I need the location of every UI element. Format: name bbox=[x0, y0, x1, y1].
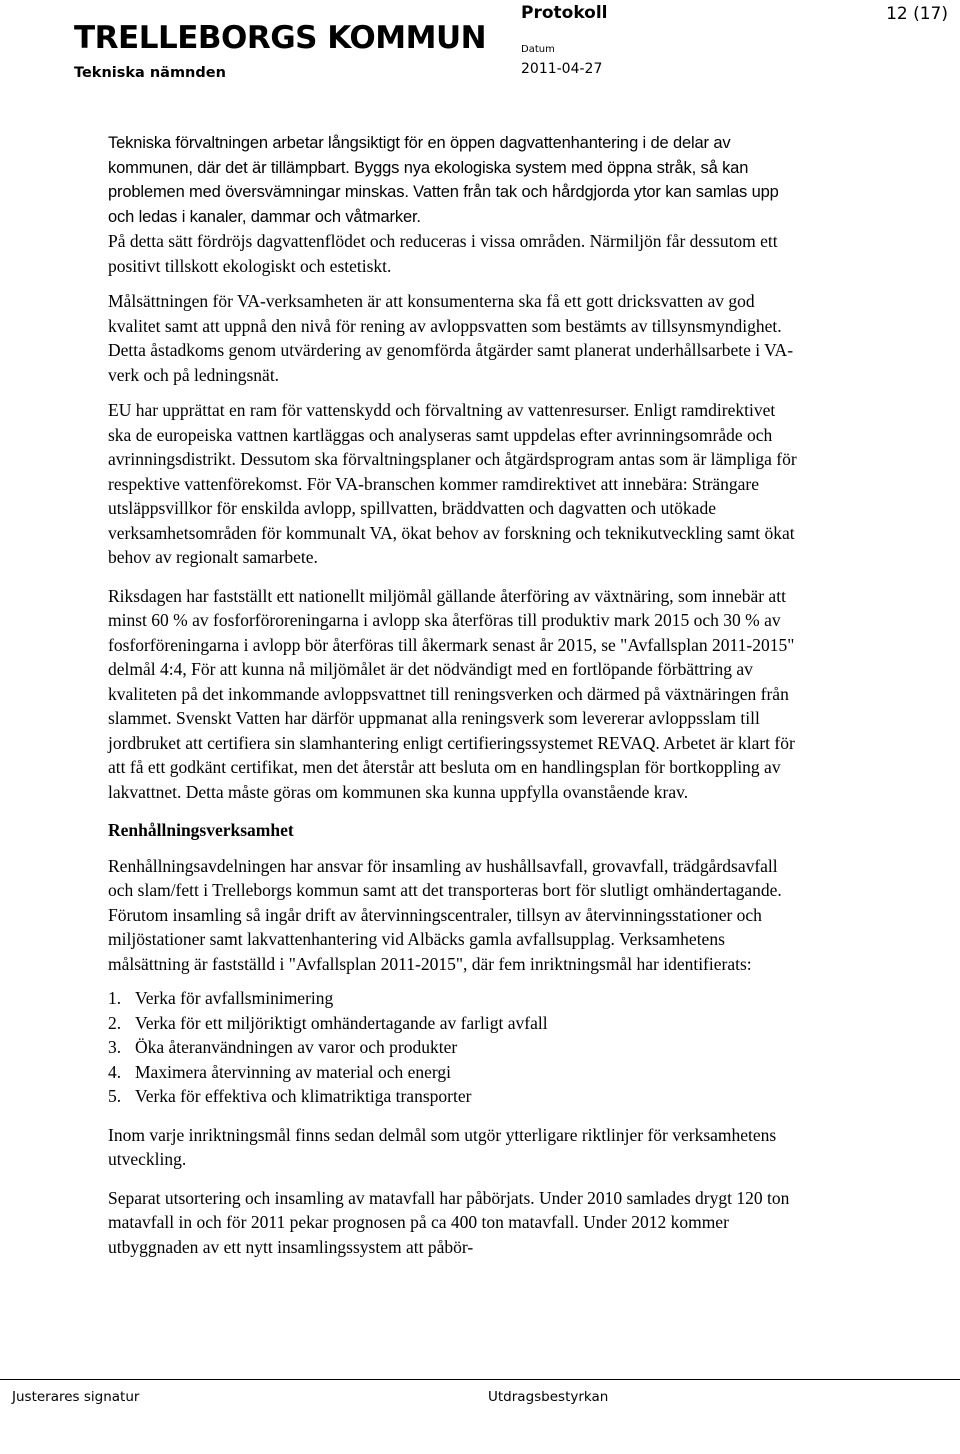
list-item-text: Verka för effektiva och klimatriktiga transporter bbox=[135, 1086, 472, 1106]
paragraph-eu-directive: EU har upprättat en ram för vattenskydd och förvaltning av vattenresurser. Enligt ramdirektivet ska de europeiska vattnen kartläggas och analyseras samt uppdelas efter avrinningsområde och avrinningsdistrikt. Dessutom ska förvaltningsplaner och åtgärdsprogram antas som är lämpliga för respektive vattenförekomst. För VA-branschen kommer ramdirektivet att innebära: Strängare utsläppsvillkor för enskilda avlopp, spillvatten, bräddvatten och dagvatten och utökade verksamhetsområden för kommunalt VA, ökat behov av forskning och teknikutveckling samt ökat behov av regionalt samarbete. bbox=[108, 400, 797, 567]
list-item-text: Verka för avfallsminimering bbox=[135, 988, 334, 1008]
signature-label: Justerares signatur bbox=[12, 1389, 140, 1405]
footer-divider bbox=[0, 1379, 960, 1380]
list-item-number: 4. bbox=[108, 1061, 122, 1082]
list-item-number: 5. bbox=[108, 1086, 122, 1106]
page-number: 12 (17) bbox=[886, 4, 948, 24]
organization-name: TRELLEBORGS KOMMUN bbox=[74, 20, 487, 56]
list-item-text: Maximera återvinning av material och energi bbox=[135, 1061, 452, 1082]
list-item bbox=[108, 1011, 802, 1036]
paragraph-va-goals: Målsättningen för VA-verksamheten är att konsumenterna ska få ett gott dricksvatten av god kvalitet samt att uppnå den nivå för rening av avloppsvatten som bestämts av tillsynsmyndighet. Detta åstadkoms genom utvärdering av genomförda åtgärder samt planerat underhållsarbete i VA-verk och på ledningsnät. bbox=[108, 291, 794, 385]
list-item bbox=[108, 986, 802, 1011]
goals-list bbox=[108, 986, 802, 1109]
paragraph-matavfall: Separat utsortering och insamling av matavfall har påbörjats. Under 2010 samlades drygt 120 ton matavfall in och för 2011 pekar prognosen på ca 400 ton matavfall. Under 2012 kommer utbyggnaden av ett nytt insamlingssystem att påbör- bbox=[108, 1187, 790, 1257]
date-label: Datum bbox=[521, 44, 555, 55]
paragraph-national-goal: Riksdagen har fastställt ett nationellt miljömål gällande återföring av växtnäring, som innebär att minst 60 % av fosforföroreningarna i avlopp ska återföras till produktiv mark 2015 och 30 % av fosforföreningarna i avlopp bör återföras till åkermark senast år 2015, se "Avfallsplan 2011-2015" delmål 4:4, För att kunna nå miljömålet är det nödvändigt med en fortlöpande förbättring av kvaliteten på det inkommande avloppsvattnet till reningsverken och därmed på växtnäringen från slammet. Svenskt Vatten har därför uppmanat alla reningsverk som levererar avloppsslam till jordbruket att certifiera sin slamhantering enligt certifieringssystemet REVAQ. Arbetet är klart för att få ett godkänt certifikat, men det återstår att besluta om en handlingsplan för bortkoppling av lakvattnet. Detta måste göras om kommunen ska kunna uppfylla ovanstående krav. bbox=[108, 585, 795, 802]
department-name: Tekniska nämnden bbox=[74, 65, 226, 81]
document-body bbox=[108, 131, 802, 1259]
paragraph-dagvatten: Tekniska förvaltningen arbetar långsiktigt för en öppen dagvattenhantering i de delar av kommunen, där det är tillämpbart. Byggs nya ekologiska system med öppna stråk, så kan problemen med översvämningar minskas. Vatten från tak och hårdgjorda ytor kan samlas upp och ledas i kanaler, dammar och våtmarker. bbox=[108, 134, 779, 226]
list-item bbox=[108, 1084, 802, 1109]
document-date: 2011-04-27 bbox=[521, 61, 603, 77]
list-item-number: 3. bbox=[108, 1037, 122, 1057]
list-item-number: 1. bbox=[108, 988, 122, 1008]
list-item bbox=[108, 1035, 802, 1060]
paragraph-renhallning: Renhållningsavdelningen har ansvar för insamling av hushållsavfall, grovavfall, trädgårdsavfall och slam/fett i Trelleborgs kommun samt att det transporteras bort för slutligt omhändertagande. Förutom insamling så ingår drift av återvinningscentraler, tillsyn av återvinningsstationer och miljöstationer samt lakvattenhantering vid Albäcks gamla avfallsupplag. Verksamhetens målsättning är fastställd i "Avfallsplan 2011-2015", där fem inriktningsmål har identifierats: bbox=[108, 855, 782, 974]
paragraph-delmal: Inom varje inriktningsmål finns sedan delmål som utgör ytterligare riktlinjer för verksamhetens utveckling. bbox=[108, 1124, 777, 1169]
list-item-text: Öka återanvändningen av varor och produkter bbox=[135, 1037, 458, 1057]
section-heading-renhallning: Renhållningsverksamhet bbox=[108, 820, 294, 840]
document-type: Protokoll bbox=[521, 3, 608, 23]
list-item-number: 2. bbox=[108, 1012, 122, 1033]
paragraph-dagvatten-continued: På detta sätt fördröjs dagvattenflödet och reduceras i vissa områden. Närmiljön får dessutom ett positivt tillskott ekologiskt och estetiskt. bbox=[108, 231, 778, 276]
extract-label: Utdragsbestyrkan bbox=[488, 1389, 609, 1405]
list-item bbox=[108, 1060, 802, 1085]
list-item-text: Verka för ett miljöriktigt omhändertagande av farligt avfall bbox=[135, 1012, 548, 1033]
